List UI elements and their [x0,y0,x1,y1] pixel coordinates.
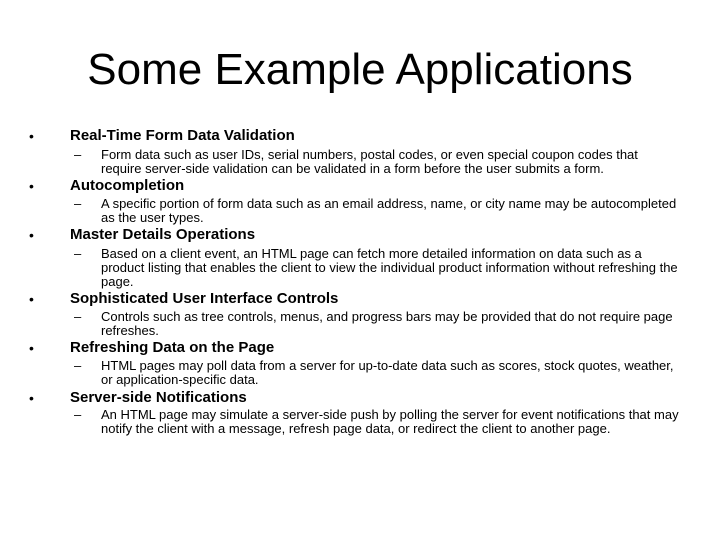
bullet-heading: Sophisticated User Interface Controls [70,290,339,307]
dash-icon: – [74,147,82,162]
bullet-heading: Refreshing Data on the Page [70,339,275,356]
sub-item-text: Controls such as tree controls, menus, and progress bars may be provided that do not require page refreshes. [101,309,673,338]
dash-icon: – [74,309,82,324]
sub-item-text: A specific portion of form data such as an email address, name, or city name may be autocompleted as the user types. [101,196,677,225]
bullet-heading: Real-Time Form Data Validation [70,127,295,144]
sub-item-text: Based on a client event, an HTML page can fetch more detailed information on data such as a product listing that enables the client to view the individual product information without refreshing the page. [101,246,678,289]
sub-item-text: Form data such as user IDs, serial numbers, postal codes, or even special coupon codes that require server-side validation can be validated in a form before the user submits a form. [101,147,638,176]
bullet-heading: Autocompletion [70,177,185,194]
slide-title: Some Example Applications [87,45,633,94]
sub-item-text: An HTML page may simulate a server-side push by polling the server for event notifications that may notify the client with a message, refresh page data, or redirect the client to another page. [101,407,679,436]
bullet-icon: • [29,390,34,406]
bullet-icon: • [29,128,34,144]
dash-icon: – [74,407,82,422]
dash-icon: – [74,358,82,373]
dash-icon: – [74,246,82,261]
bullet-icon: • [29,227,34,243]
bullet-icon: • [29,291,34,307]
bullet-icon: • [29,178,34,194]
sub-item-text: HTML pages may poll data from a server for up-to-date data such as scores, stock quotes, weather, or application-specific data. [101,358,674,387]
bullet-icon: • [29,340,34,356]
bullet-heading: Server-side Notifications [70,389,247,406]
dash-icon: – [74,196,82,211]
bullet-heading: Master Details Operations [70,226,256,243]
